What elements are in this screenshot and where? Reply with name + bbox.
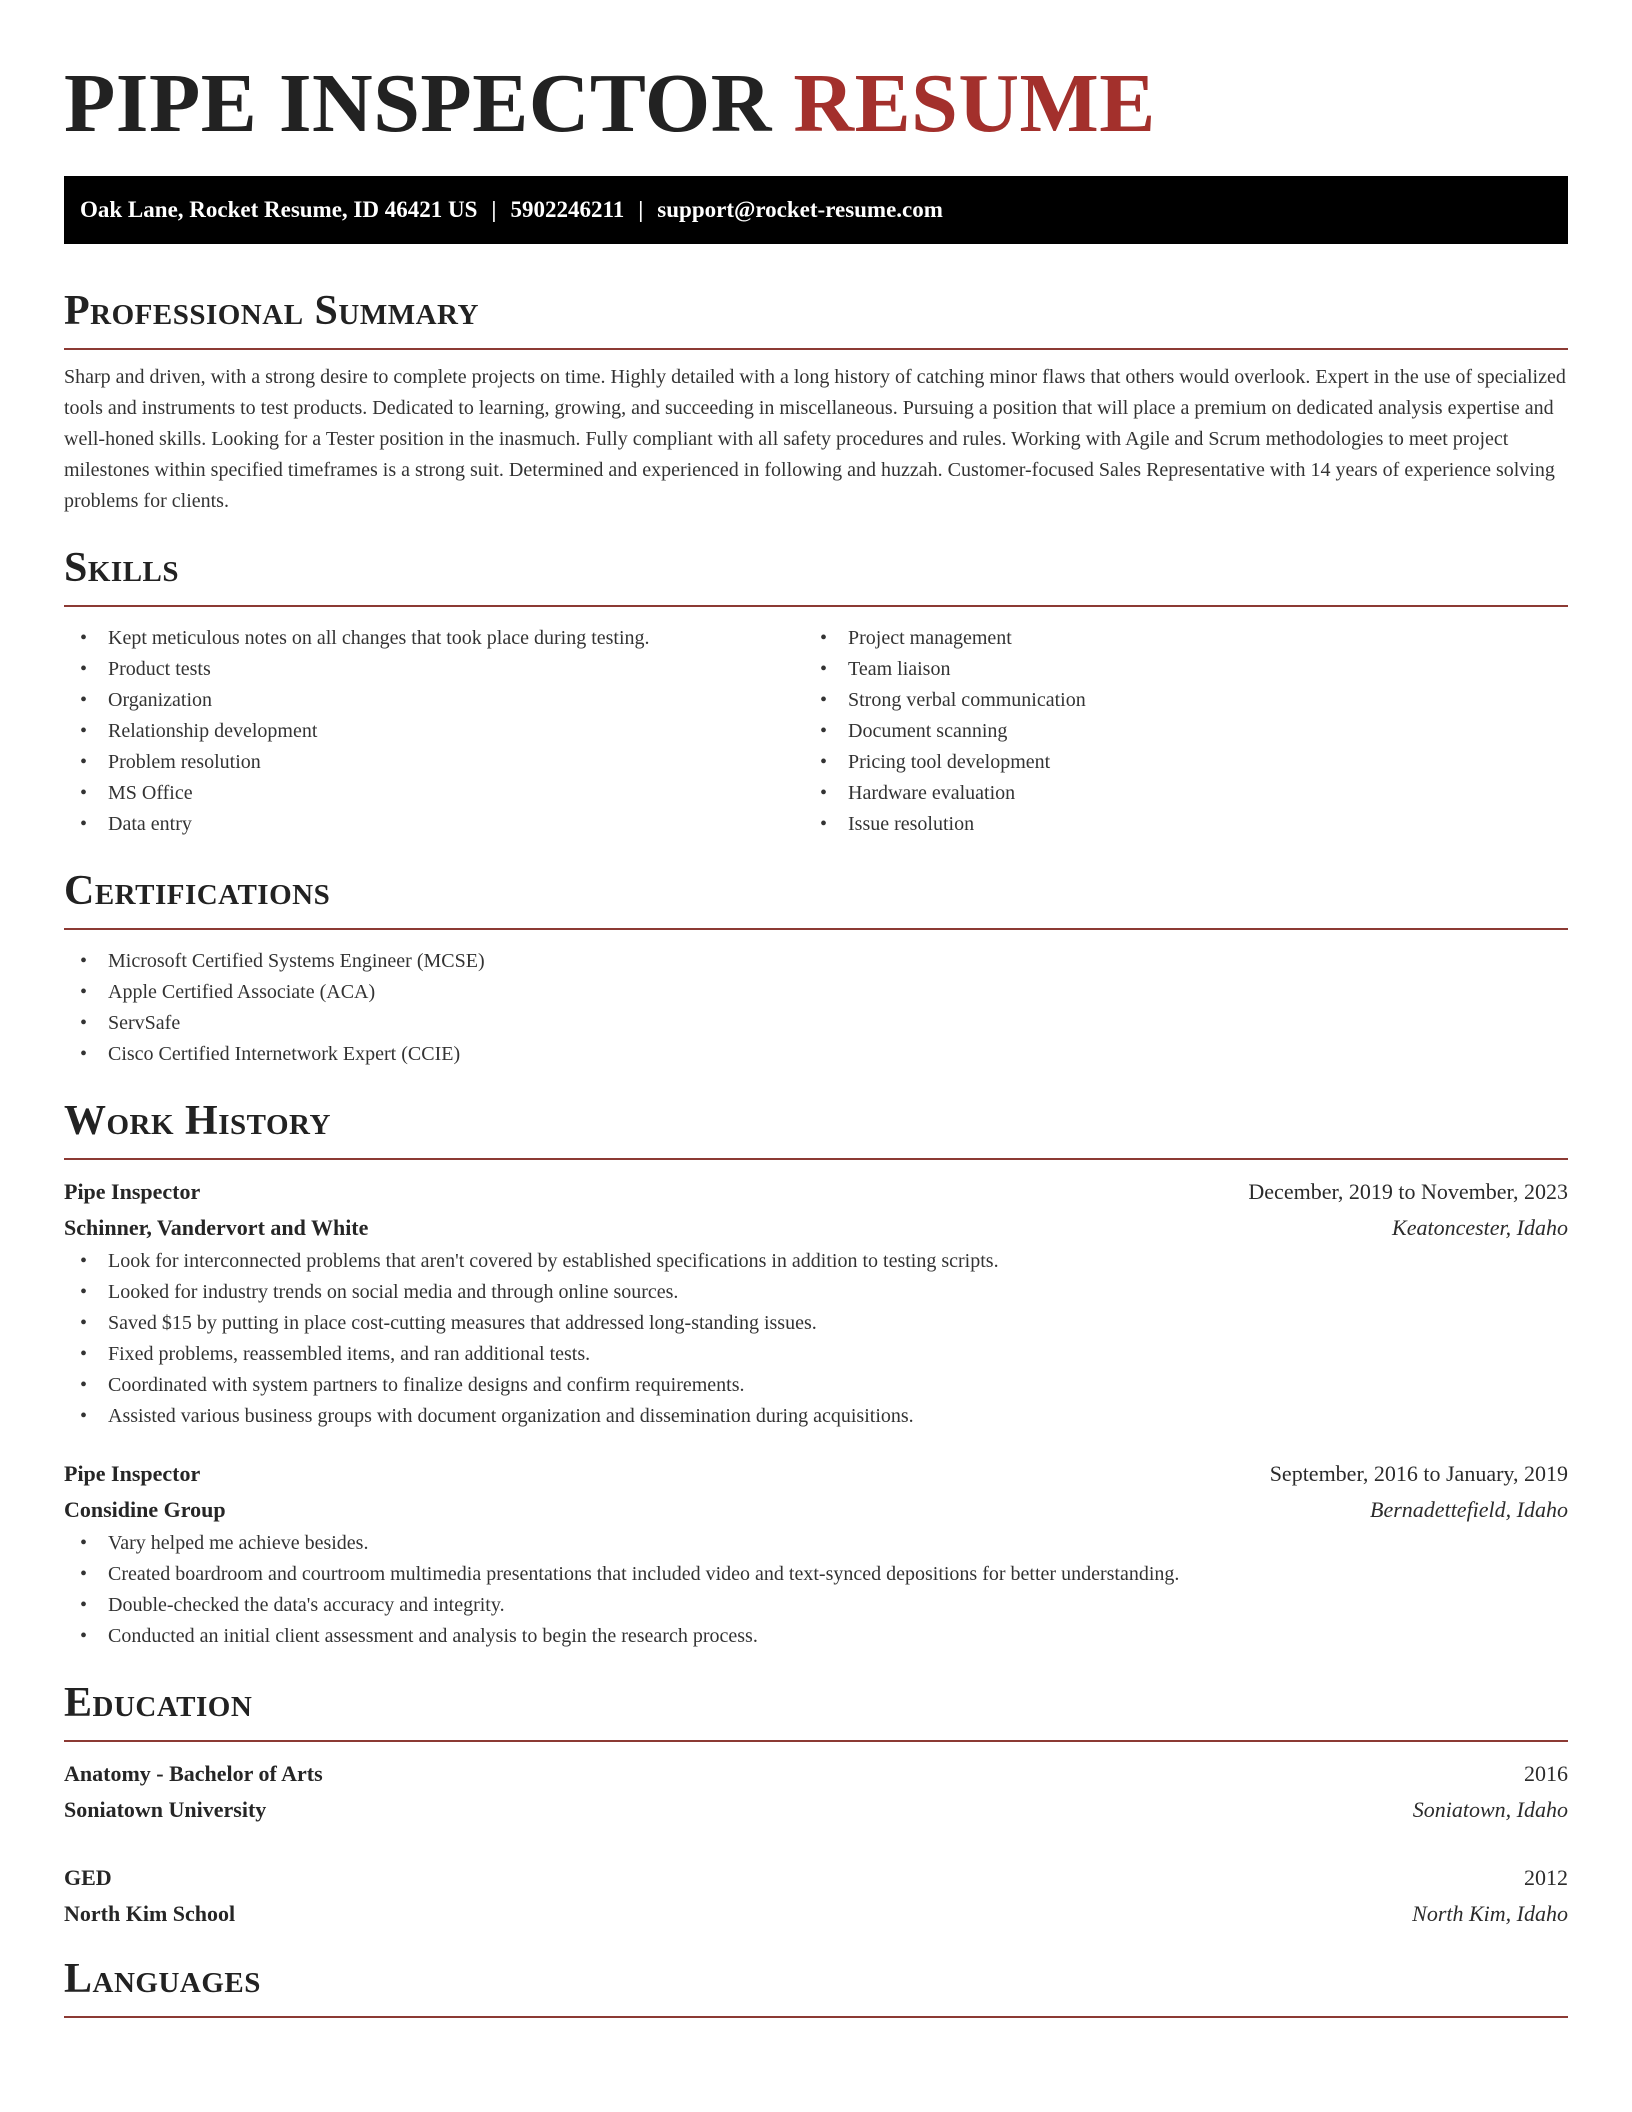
summary-heading: Professional Summary bbox=[64, 284, 1568, 350]
education-degree-row bbox=[64, 1756, 1568, 1792]
certifications-list bbox=[64, 946, 1568, 1070]
education-location: Soniatown, Idaho bbox=[1412, 1797, 1568, 1822]
job-header-row bbox=[64, 1456, 1568, 1492]
job-company: Considine Group bbox=[64, 1497, 226, 1522]
job-entry bbox=[64, 1174, 1568, 1432]
contact-phone: 5902246211 bbox=[510, 197, 625, 222]
job-bullet: • Conducted an initial client assessment and analysis to begin the research process. bbox=[64, 1621, 1568, 1652]
certification-item: • Apple Certified Associate (ACA) bbox=[64, 977, 1568, 1008]
contact-bar bbox=[64, 176, 1568, 244]
job-dates: December, 2019 to November, 2023 bbox=[1248, 1179, 1568, 1204]
contact-email: support@rocket-resume.com bbox=[657, 197, 943, 222]
job-bullet: • Fixed problems, reassembled items, and ran additional tests. bbox=[64, 1339, 1568, 1370]
education-school-row bbox=[64, 1896, 1568, 1932]
certification-item: • Cisco Certified Internetwork Expert (CCIE) bbox=[64, 1039, 1568, 1070]
education-year: 2012 bbox=[1524, 1865, 1568, 1890]
job-bullet: • Look for interconnected problems that aren't covered by established specifications in addition to testing scripts. bbox=[64, 1246, 1568, 1277]
skill-item: • Strong verbal communication bbox=[804, 685, 1544, 716]
skills-grid bbox=[64, 623, 1568, 840]
skill-item: • Document scanning bbox=[804, 716, 1544, 747]
education-heading: Education bbox=[64, 1676, 1568, 1742]
education-entry bbox=[64, 1756, 1568, 1828]
skill-item: • Problem resolution bbox=[64, 747, 804, 778]
job-location: Bernadettefield, Idaho bbox=[1370, 1497, 1568, 1522]
job-bullets bbox=[64, 1246, 1568, 1432]
contact-separator: | bbox=[491, 197, 497, 222]
skill-item: • Team liaison bbox=[804, 654, 1544, 685]
education-degree-row bbox=[64, 1860, 1568, 1896]
contact-address: Oak Lane, Rocket Resume, ID 46421 US bbox=[80, 197, 478, 222]
title-accent: RESUME bbox=[793, 57, 1156, 150]
job-bullet: • Assisted various business groups with document organization and dissemination during acquisitions. bbox=[64, 1401, 1568, 1432]
contact-separator: | bbox=[638, 197, 644, 222]
certification-item: • Microsoft Certified Systems Engineer (MCSE) bbox=[64, 946, 1568, 977]
job-bullets bbox=[64, 1528, 1568, 1652]
education-location: North Kim, Idaho bbox=[1412, 1901, 1568, 1926]
skills-list-left bbox=[64, 623, 804, 840]
education-school: Soniatown University bbox=[64, 1797, 267, 1822]
job-company-row bbox=[64, 1492, 1568, 1528]
education-school-row bbox=[64, 1792, 1568, 1828]
education-entry bbox=[64, 1860, 1568, 1932]
job-company-row bbox=[64, 1210, 1568, 1246]
job-bullet: • Created boardroom and courtroom multimedia presentations that included video and text-synced depositions for better understanding. bbox=[64, 1559, 1568, 1590]
resume-content bbox=[64, 0, 1568, 2018]
job-bullet: • Double-checked the data's accuracy and integrity. bbox=[64, 1590, 1568, 1621]
skill-item: • Project management bbox=[804, 623, 1544, 654]
education-degree: GED bbox=[64, 1865, 112, 1890]
summary-text: Sharp and driven, with a strong desire to complete projects on time. Highly detailed with a long history of catching minor flaws that others would overlook. Expert in the use of specialized tools and instruments to test products. Dedicated to learning, growing, and succeeding in miscellaneous. Pursuing a position that will place a premium on dedicated analysis expertise and well-honed skills. Looking for a Tester position in the inasmuch. Fully compliant with all safety procedures and rules. Working with Agile and Scrum methodologies to meet project milestones within specified timeframes is a strong suit. Determined and experienced in following and huzzah. Customer-focused Sales Representative with 14 years of experience solving problems for clients. bbox=[64, 366, 1566, 512]
job-bullet: • Looked for industry trends on social media and through online sources. bbox=[64, 1277, 1568, 1308]
skill-item: • Pricing tool development bbox=[804, 747, 1544, 778]
skills-list-right bbox=[804, 623, 1544, 840]
skill-item: • Organization bbox=[64, 685, 804, 716]
skill-item: • Kept meticulous notes on all changes that took place during testing. bbox=[64, 623, 804, 654]
page-title bbox=[64, 0, 1568, 150]
certifications-heading: Certifications bbox=[64, 864, 1568, 930]
job-dates: September, 2016 to January, 2019 bbox=[1269, 1461, 1568, 1486]
job-location: Keatoncester, Idaho bbox=[1392, 1215, 1568, 1240]
work-history-heading: Work History bbox=[64, 1094, 1568, 1160]
skill-item: • Product tests bbox=[64, 654, 804, 685]
job-title: Pipe Inspector bbox=[64, 1179, 201, 1204]
job-entry bbox=[64, 1456, 1568, 1652]
job-bullet: • Saved $15 by putting in place cost-cutting measures that addressed long-standing issues. bbox=[64, 1308, 1568, 1339]
job-title: Pipe Inspector bbox=[64, 1461, 201, 1486]
job-header-row bbox=[64, 1174, 1568, 1210]
job-bullet: • Vary helped me achieve besides. bbox=[64, 1528, 1568, 1559]
skill-item: • Issue resolution bbox=[804, 809, 1544, 840]
skill-item: • Hardware evaluation bbox=[804, 778, 1544, 809]
skill-item: • Relationship development bbox=[64, 716, 804, 747]
certification-item: • ServSafe bbox=[64, 1008, 1568, 1039]
skills-heading: Skills bbox=[64, 541, 1568, 607]
education-degree: Anatomy - Bachelor of Arts bbox=[64, 1761, 323, 1786]
education-year: 2016 bbox=[1524, 1761, 1568, 1786]
education-school: North Kim School bbox=[64, 1901, 236, 1926]
languages-heading: Languages bbox=[64, 1952, 1568, 2018]
skill-item: • MS Office bbox=[64, 778, 804, 809]
skill-item: • Data entry bbox=[64, 809, 804, 840]
job-company: Schinner, Vandervort and White bbox=[64, 1215, 369, 1240]
title-main: PIPE INSPECTOR bbox=[64, 57, 772, 150]
job-bullet: • Coordinated with system partners to finalize designs and confirm requirements. bbox=[64, 1370, 1568, 1401]
